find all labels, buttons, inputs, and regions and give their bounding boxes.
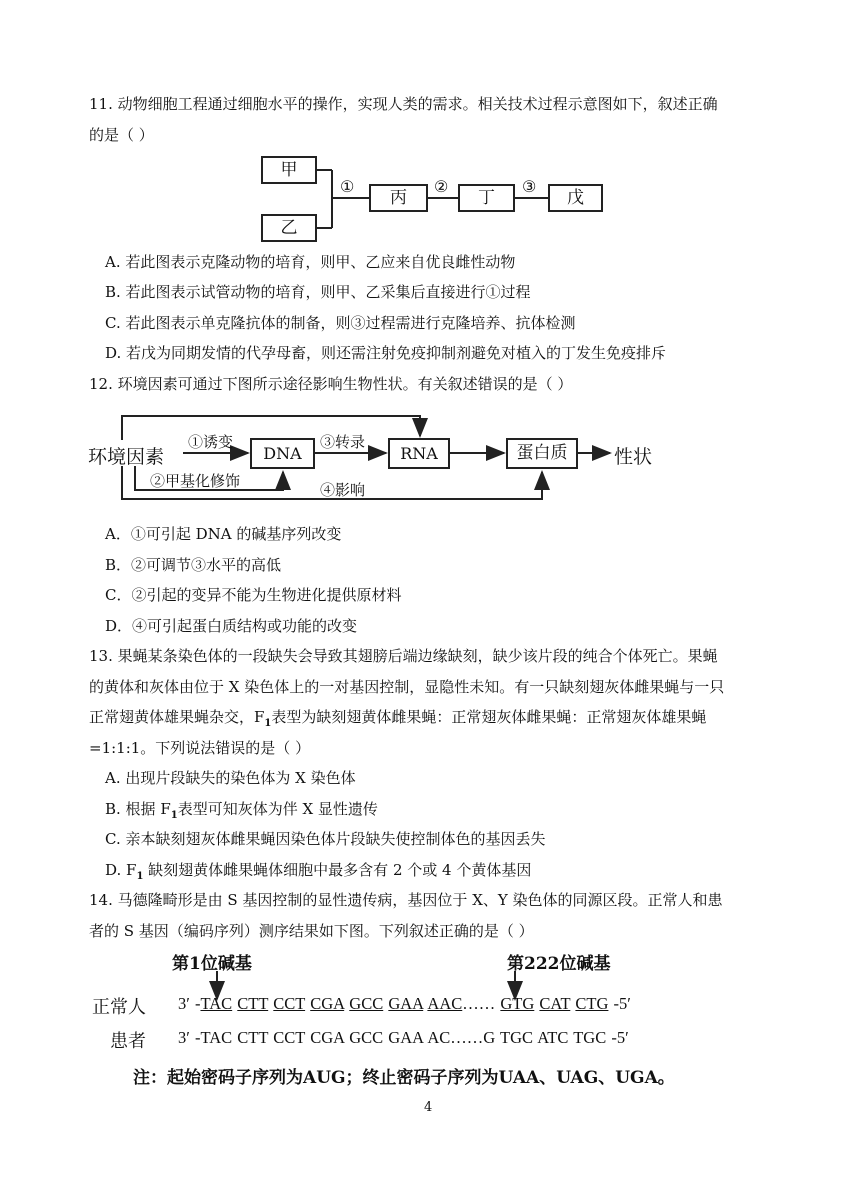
q12-diagram — [0, 400, 860, 510]
q14-sequence-figure — [0, 945, 860, 1095]
q13-stem-line1: 13. 果蝇某条染色体的一段缺失会导致其翅膀后端边缘缺刻，缺少该片段的纯合个体死亡。果蝇 — [89, 647, 718, 665]
q14-stem-line1: 14. 马德隆畸形是由 S 基因控制的显性遗传病，基因位于 X、Y 染色体的同源区段。正常人和患 — [89, 891, 723, 909]
env-factor-label: 环境因素 — [88, 446, 165, 468]
box-jia: 甲 — [261, 156, 317, 184]
box-ding: 丁 — [458, 184, 515, 212]
q13-option-a: A. 出现片段缺失的染色体为 X 染色体 — [105, 769, 356, 787]
q11-diagram — [0, 0, 860, 260]
codon-note: 注：起始密码子序列为AUG；终止密码子序列为UAA、UAG、UGA。 — [133, 1068, 675, 1088]
normal-sequence — [178, 994, 631, 1014]
q13-optb-end: 表型可知灰体为伴 X 显性遗传 — [177, 800, 378, 818]
normal-suffix: -5′ — [613, 994, 631, 1013]
normal-codon: CCT — [273, 994, 306, 1013]
page-number: 4 — [424, 1100, 433, 1115]
q12-option-c: C．②引起的变异不能为生物进化提供原材料 — [105, 586, 402, 604]
q13-stem-line3 — [89, 707, 706, 734]
normal-codon: TAC — [200, 994, 233, 1013]
box-wu: 戊 — [548, 184, 603, 212]
q13-optd-end: 缺刻翅黄体雌果蝇体细胞中最多含有 2 个或 4 个黄体基因 — [143, 861, 532, 879]
q13-optd-start: D. F — [105, 861, 137, 879]
normal-codon: GAA — [388, 994, 424, 1013]
q13-line3-start: 正常翅黄体雄果蝇杂交，F — [89, 708, 265, 726]
q13-stem-line2: 的黄体和灰体由位于 X 染色体上的一对基因控制，显隐性未知。有一只缺刻翅灰体雌果蝇与一只 — [89, 678, 725, 696]
normal-codon: CTG — [575, 994, 609, 1013]
q12-option-d: D．④可引起蛋白质结构或功能的改变 — [105, 617, 358, 635]
q13-option-b — [105, 799, 378, 826]
box-bing: 丙 — [369, 184, 428, 212]
normal-prefix: 3′ - — [178, 994, 201, 1013]
trait-label: 性状 — [614, 446, 653, 468]
mutation-label: ①诱变 — [188, 433, 234, 451]
q11-option-b: B. 若此图表示试管动物的培育，则甲、乙采集后直接进行①过程 — [105, 283, 531, 301]
q13-line3-sub: 1 — [264, 718, 272, 729]
q12-option-a: A．①可引起 DNA 的碱基序列改变 — [105, 525, 342, 543]
q12-option-b: B．②可调节③水平的高低 — [105, 556, 282, 574]
normal-label: 正常人 — [92, 997, 146, 1018]
rna-box: RNA — [388, 438, 450, 469]
q11-stem-line2: 的是（ ） — [89, 126, 154, 144]
q13-optd-sub: 1 — [136, 871, 144, 882]
normal-codon: GCC — [349, 994, 384, 1013]
methylation-label: ②甲基化修饰 — [150, 472, 241, 490]
q13-optb-start: B. 根据 F — [105, 800, 171, 818]
q13-option-d — [105, 860, 531, 887]
q11-diagram-lines — [0, 0, 860, 260]
q12-stem: 12. 环境因素可通过下图所示途径影响生物性状。有关叙述错误的是（ ） — [89, 375, 573, 393]
influence-label: ④影响 — [320, 481, 366, 499]
q13-option-c: C. 亲本缺刻翅灰体雌果蝇因染色体片段缺失使控制体色的基因丢失 — [105, 830, 546, 848]
q11-stem-line1: 11. 动物细胞工程通过细胞水平的操作，实现人类的需求。相关技术过程示意图如下，叙述正确 — [89, 95, 718, 113]
first-base-label: 第1位碱基 — [172, 954, 252, 974]
normal-ellipsis: …… — [462, 994, 496, 1013]
normal-codon: GTG — [500, 994, 535, 1013]
q13-stem-line4: =1:1:1。下列说法错误的是（ ） — [89, 739, 311, 757]
normal-codon: AAC — [427, 994, 463, 1013]
dna-box: DNA — [250, 438, 315, 469]
step-3-label: ③ — [522, 177, 537, 196]
q13-optb-sub: 1 — [170, 810, 178, 821]
normal-codon: CTT — [237, 994, 269, 1013]
step-1-label: ① — [340, 177, 355, 196]
patient-label: 患者 — [110, 1031, 146, 1052]
transcription-label: ③转录 — [320, 433, 366, 451]
box-yi: 乙 — [261, 214, 317, 242]
step-2-label: ② — [434, 177, 449, 196]
q13-line3-end: 表型为缺刻翅黄体雌果蝇：正常翅灰体雌果蝇：正常翅灰体雄果蝇 — [271, 708, 707, 726]
protein-box: 蛋白质 — [506, 438, 578, 469]
normal-codon: CGA — [310, 994, 345, 1013]
q11-option-d: D. 若戊为同期发情的代孕母畜，则还需注射免疫抑制剂避免对植入的丁发生免疫排斥 — [105, 344, 667, 362]
q11-option-a: A. 若此图表示克隆动物的培育，则甲、乙应来自优良雌性动物 — [105, 253, 516, 271]
normal-codon: CAT — [539, 994, 571, 1013]
q14-stem-line2: 者的 S 基因（编码序列）测序结果如下图。下列叙述正确的是（ ） — [89, 922, 534, 940]
q11-option-c: C. 若此图表示单克隆抗体的制备，则③过程需进行克隆培养、抗体检测 — [105, 314, 576, 332]
patient-sequence: 3′ -TAC CTT CCT CGA GCC GAA AC……G TGC ATC TGC -5′ — [178, 1028, 629, 1047]
base-222-label: 第222位碱基 — [507, 954, 611, 974]
